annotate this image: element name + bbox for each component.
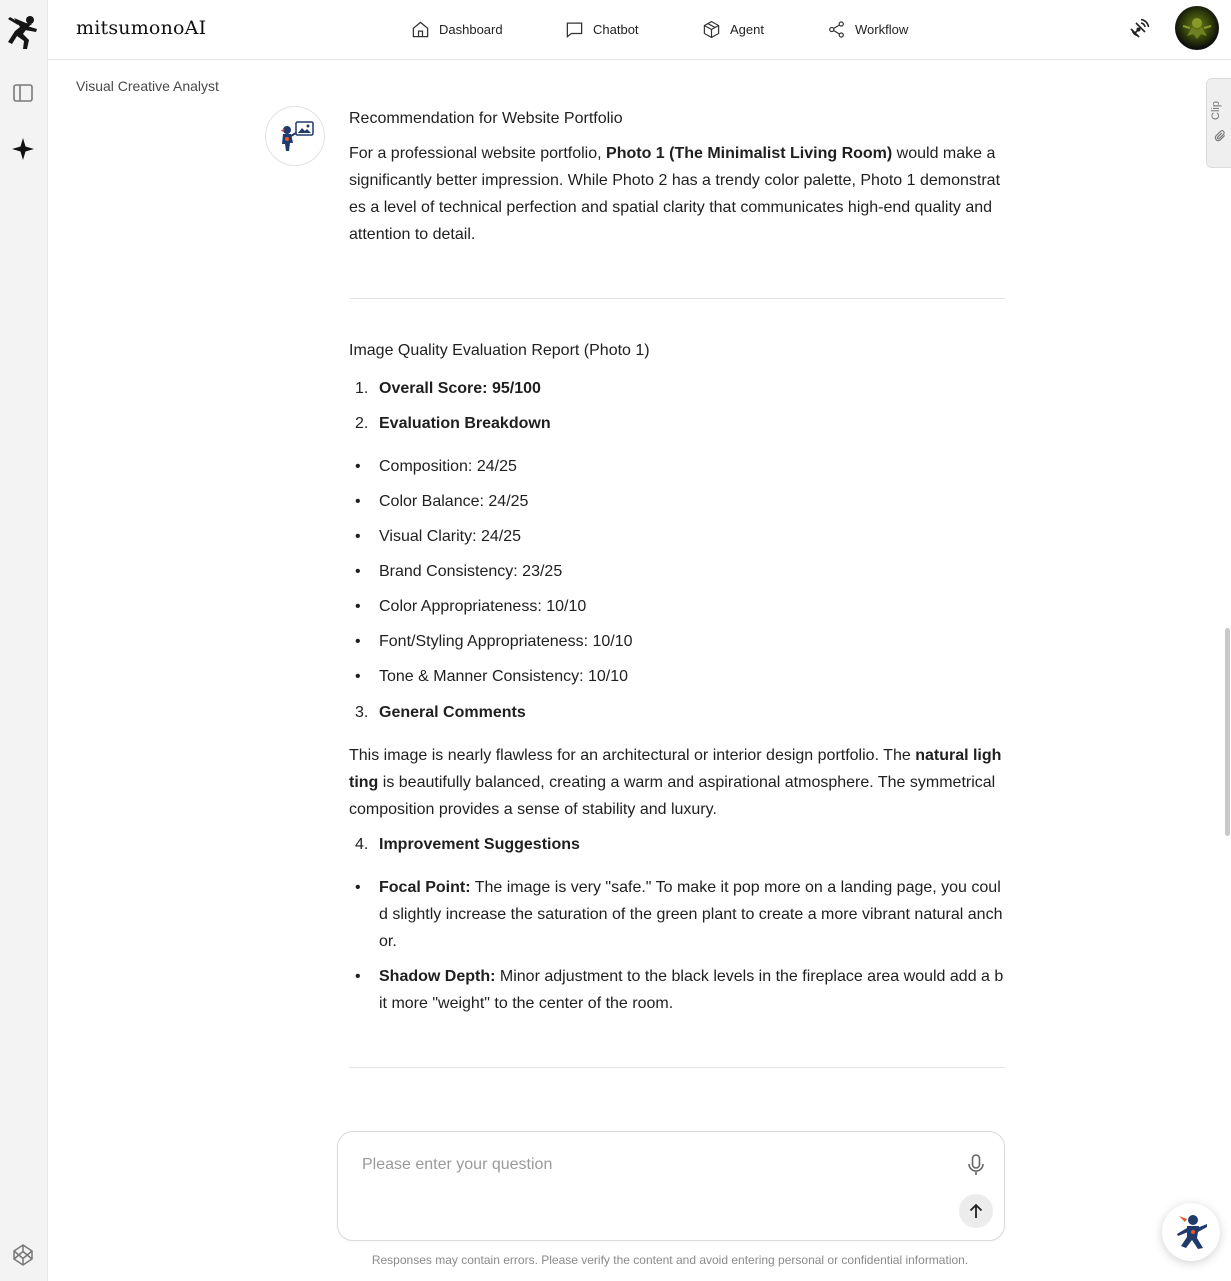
ordered-item xyxy=(349,831,1005,866)
text-segment: For a professional website portfolio, xyxy=(349,145,607,162)
item-label: Evaluation Breakdown xyxy=(379,415,551,432)
list-item: • Tone & Manner Consistency: 10/10 xyxy=(349,663,1005,690)
toggle-sidebar-icon[interactable] xyxy=(11,81,35,105)
bold-segment: natural lighting xyxy=(349,747,1002,791)
ordered-item xyxy=(349,410,1005,445)
chat-icon xyxy=(565,20,584,39)
list-item: • Color Appropriateness: 10/10 xyxy=(349,593,1005,620)
clip-label: Clip xyxy=(1210,101,1222,120)
item-number: 4. xyxy=(355,836,369,853)
list-item: • Composition: 24/25 xyxy=(349,453,1005,480)
arrow-up-icon xyxy=(967,1202,985,1220)
recommendation-paragraph xyxy=(349,140,1005,248)
item-number: 3. xyxy=(355,704,369,721)
question-input[interactable] xyxy=(362,1152,922,1178)
ordered-item xyxy=(349,699,1005,734)
item-label: Improvement Suggestions xyxy=(379,836,580,853)
page-subtitle: Visual Creative Analyst xyxy=(76,78,219,94)
satellite-icon[interactable] xyxy=(1127,17,1151,41)
nav-dashboard-label: Dashboard xyxy=(439,21,503,37)
list-item xyxy=(349,963,1005,1017)
nav-chatbot[interactable] xyxy=(565,18,639,40)
top-header xyxy=(48,0,1231,60)
section-heading: Recommendation for Website Portfolio xyxy=(349,110,623,127)
user-avatar[interactable] xyxy=(1175,6,1219,50)
item-label: Overall Score: 95/100 xyxy=(379,380,541,397)
list-item: • Font/Styling Appropriateness: 10/10 xyxy=(349,628,1005,655)
item-number: 2. xyxy=(355,415,369,432)
nav-workflow-label: Workflow xyxy=(855,21,909,37)
bold-segment: Photo 1 (The Minimalist Living Room) xyxy=(606,145,893,162)
clip-tab[interactable] xyxy=(1206,78,1231,168)
sidebar-rail xyxy=(0,0,48,1281)
nav-chatbot-label: Chatbot xyxy=(593,21,639,37)
text-segment: would make a significantly better impression. While Photo 2 has a trendy color palette, Photo 1 demonstrates a level of technical perfection and spatial clarity that communicates high-end quality and attention to detail. xyxy=(349,145,1001,243)
scrollbar-thumb[interactable] xyxy=(1225,628,1230,836)
home-icon xyxy=(411,20,430,39)
disclaimer-text: Responses may contain errors. Please verify the content and avoid entering personal or confidential information. xyxy=(371,1253,969,1267)
analyst-bot-icon xyxy=(276,119,316,153)
item-label: General Comments xyxy=(379,704,526,721)
item-number: 1. xyxy=(355,380,369,397)
sparkle-icon[interactable] xyxy=(11,137,35,161)
text-segment: Minor adjustment to the black levels in the fireplace area would add a bit more "weight" to the center of the room. xyxy=(379,968,1004,1012)
nav-workflow[interactable] xyxy=(827,18,908,40)
nav-agent-label: Agent xyxy=(730,21,764,37)
breakdown-list xyxy=(349,453,1005,690)
microphone-icon[interactable] xyxy=(964,1152,988,1178)
bot-avatar xyxy=(265,106,325,166)
list-item: • Brand Consistency: 23/25 xyxy=(349,558,1005,585)
list-item: • Visual Clarity: 24/25 xyxy=(349,523,1005,550)
brand-name[interactable]: mitsumonoAI xyxy=(76,17,207,39)
text-segment: This image is nearly flawless for an architectural or interior design portfolio. The xyxy=(349,747,916,764)
suggestions-list xyxy=(349,874,1005,1017)
text-segment: is beautifully balanced, creating a warm and aspirational atmosphere. The symmetrical composition provides a sense of stability and luxury. xyxy=(349,774,996,818)
divider xyxy=(349,1067,1005,1068)
comments-paragraph xyxy=(349,742,1005,823)
list-item: • Color Balance: 24/25 xyxy=(349,488,1005,515)
send-button[interactable] xyxy=(959,1194,993,1228)
cube-icon xyxy=(702,20,721,39)
list-item xyxy=(349,874,1005,955)
assistant-message xyxy=(349,108,1005,1118)
nav-dashboard[interactable] xyxy=(411,18,503,40)
bold-segment: Focal Point: xyxy=(379,879,471,896)
share-icon xyxy=(827,20,846,39)
brand-logo-icon[interactable] xyxy=(6,14,42,52)
paperclip-icon xyxy=(1213,129,1227,143)
text-segment: The image is very "safe." To make it pop more on a landing page, you could slightly increase the saturation of the green plant to create a more vibrant natural anchor. xyxy=(379,879,1003,950)
assistant-fab-button[interactable] xyxy=(1162,1203,1220,1261)
nav-agent[interactable] xyxy=(702,18,764,40)
section-heading: Image Quality Evaluation Report (Photo 1) xyxy=(349,342,650,359)
bold-segment: Shadow Depth: xyxy=(379,968,496,985)
ordered-item xyxy=(349,375,1005,410)
divider xyxy=(349,298,1005,299)
chat-input-box xyxy=(337,1131,1005,1241)
ninja-mascot-icon xyxy=(1173,1212,1209,1252)
